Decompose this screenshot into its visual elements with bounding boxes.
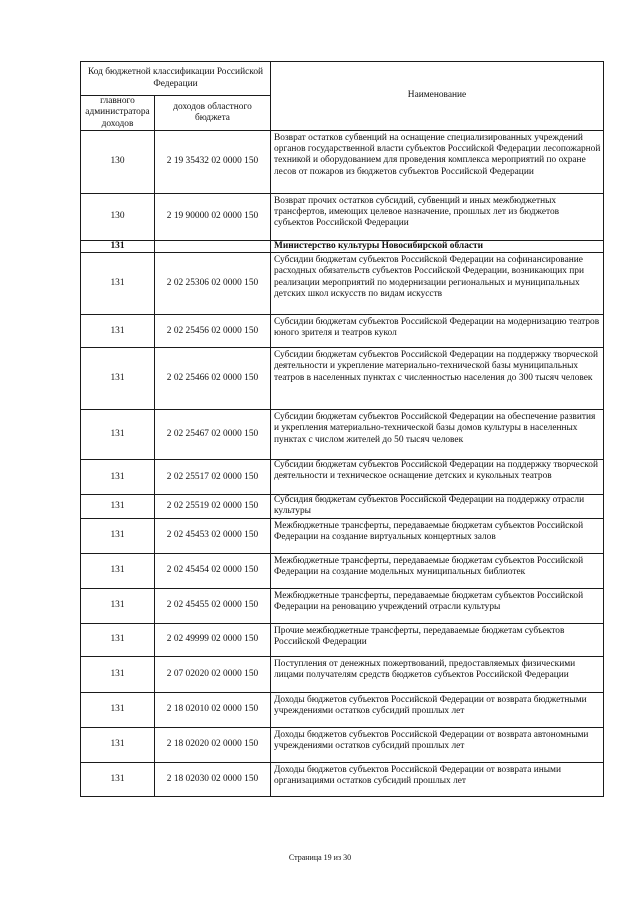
revenue-code-cell: 2 02 25517 02 0000 150 (155, 460, 271, 495)
admin-code-cell: 131 (81, 241, 155, 253)
revenue-code-cell: 2 02 25466 02 0000 150 (155, 348, 271, 410)
name-cell: Субсидии бюджетам субъектов Российской Федерации на обеспечение развития и укрепления материально-технической базы домов культуры в населенных пунктах с числом жителей до 50 тысяч человек (271, 410, 604, 460)
name-cell: Возврат остатков субвенций на оснащение специализированных учреждений органов государственной власти субъектов Российской Федерации лесопожарной техникой и оборудованием для проведения комплекса мероприятий по охране лесов от пожаров из бюджетов субъектов Российской Федерации (271, 131, 604, 194)
name-cell: Субсидии бюджетам субъектов Российской Федерации на поддержку творческой деятельности и укрепление материально-технической базы муниципальных театров в населенных пунктах с численностью населения до 300 тысяч человек (271, 348, 604, 410)
admin-code-cell: 131 (81, 623, 155, 656)
revenue-code-cell: 2 07 02020 02 0000 150 (155, 656, 271, 692)
table-row (81, 762, 604, 796)
admin-column-header: главного администратора доходов (81, 96, 155, 131)
name-cell: Доходы бюджетов субъектов Российской Федерации от возврата автономными учреждениями остатков субсидий прошлых лет (271, 727, 604, 762)
revenue-code-cell: 2 02 45455 02 0000 150 (155, 588, 271, 623)
revenue-code-cell: 2 02 25467 02 0000 150 (155, 410, 271, 460)
table-row (81, 727, 604, 762)
table-row (81, 518, 604, 553)
table-row (81, 410, 604, 460)
name-cell: Доходы бюджетов субъектов Российской Федерации от возврата иными организациями остатков субсидий прошлых лет (271, 762, 604, 796)
revenue-code-cell: 2 02 25519 02 0000 150 (155, 495, 271, 518)
revenue-column-header: доходов областного бюджета (155, 96, 271, 131)
revenue-code-cell: 2 02 45454 02 0000 150 (155, 553, 271, 588)
name-cell: Прочие межбюджетные трансферты, передаваемые бюджетам субъектов Российской Федерации (271, 623, 604, 656)
name-cell: Поступления от денежных пожертвований, предоставляемых физическими лицами получателям средств бюджетов субъектов Российской Федерации (271, 656, 604, 692)
name-cell: Субсидии бюджетам субъектов Российской Федерации на софинансирование расходных обязательств субъектов Российской Федерации, возникающих при реализации мероприятий по модернизации региональных и муниципальных детских школ искусств по видам искусств (271, 253, 604, 315)
name-cell: Субсидии бюджетам субъектов Российской Федерации на поддержку творческой деятельности и техническое оснащение детских и кукольных театров (271, 460, 604, 495)
revenue-code-cell: 2 19 90000 02 0000 150 (155, 194, 271, 241)
admin-code-cell: 131 (81, 518, 155, 553)
table-row (81, 495, 604, 518)
revenue-code-cell: 2 18 02020 02 0000 150 (155, 727, 271, 762)
section-row (81, 241, 604, 253)
name-cell: Субсидии бюджетам субъектов Российской Федерации на модернизацию театров юного зрителя и театров кукол (271, 315, 604, 348)
table-row (81, 194, 604, 241)
admin-code-cell: 131 (81, 253, 155, 315)
table-row (81, 656, 604, 692)
code-group-header: Код бюджетной классификации Российской Федерации (81, 62, 271, 96)
name-column-header: Наименование (271, 62, 604, 131)
name-cell: Доходы бюджетов субъектов Российской Федерации от возврата бюджетными учреждениями остатков субсидий прошлых лет (271, 692, 604, 727)
page-number: Страница 19 из 30 (288, 853, 352, 862)
name-cell: Субсидия бюджетам субъектов Российской Федерации на поддержку отрасли культуры (271, 495, 604, 518)
table-row (81, 315, 604, 348)
revenue-code-cell: 2 19 35432 02 0000 150 (155, 131, 271, 194)
admin-code-cell: 131 (81, 727, 155, 762)
table-row (81, 623, 604, 656)
admin-code-cell: 131 (81, 410, 155, 460)
revenue-code-cell: 2 02 25306 02 0000 150 (155, 253, 271, 315)
admin-code-cell: 131 (81, 460, 155, 495)
table-row (81, 692, 604, 727)
name-cell: Возврат прочих остатков субсидий, субвенций и иных межбюджетных трансфертов, имеющих целевое назначение, прошлых лет из бюджетов субъектов Российской Федерации (271, 194, 604, 241)
name-cell: Межбюджетные трансферты, передаваемые бюджетам субъектов Российской Федерации на создание модельных муниципальных библиотек (271, 553, 604, 588)
admin-code-cell: 131 (81, 692, 155, 727)
revenue-code-cell: 2 02 49999 02 0000 150 (155, 623, 271, 656)
admin-code-cell: 131 (81, 315, 155, 348)
budget-classification-table (80, 61, 604, 797)
table-header-row (81, 62, 604, 96)
admin-code-cell: 131 (81, 588, 155, 623)
revenue-code-cell: 2 02 25456 02 0000 150 (155, 315, 271, 348)
admin-code-cell: 131 (81, 656, 155, 692)
table-row (81, 553, 604, 588)
name-cell: Межбюджетные трансферты, передаваемые бюджетам субъектов Российской Федерации на создание виртуальных концертных залов (271, 518, 604, 553)
name-cell: Межбюджетные трансферты, передаваемые бюджетам субъектов Российской Федерации на реновацию учреждений отрасли культуры (271, 588, 604, 623)
revenue-code-cell (155, 241, 271, 253)
admin-code-cell: 131 (81, 762, 155, 796)
admin-code-cell: 131 (81, 553, 155, 588)
table-row (81, 348, 604, 410)
table-row (81, 588, 604, 623)
section-title-cell: Министерство культуры Новосибирской области (271, 241, 604, 253)
admin-code-cell: 130 (81, 194, 155, 241)
revenue-code-cell: 2 18 02010 02 0000 150 (155, 692, 271, 727)
admin-code-cell: 131 (81, 495, 155, 518)
revenue-code-cell: 2 18 02030 02 0000 150 (155, 762, 271, 796)
table-row (81, 131, 604, 194)
revenue-code-cell: 2 02 45453 02 0000 150 (155, 518, 271, 553)
admin-code-cell: 130 (81, 131, 155, 194)
table-row (81, 253, 604, 315)
admin-code-cell: 131 (81, 348, 155, 410)
table-row (81, 460, 604, 495)
